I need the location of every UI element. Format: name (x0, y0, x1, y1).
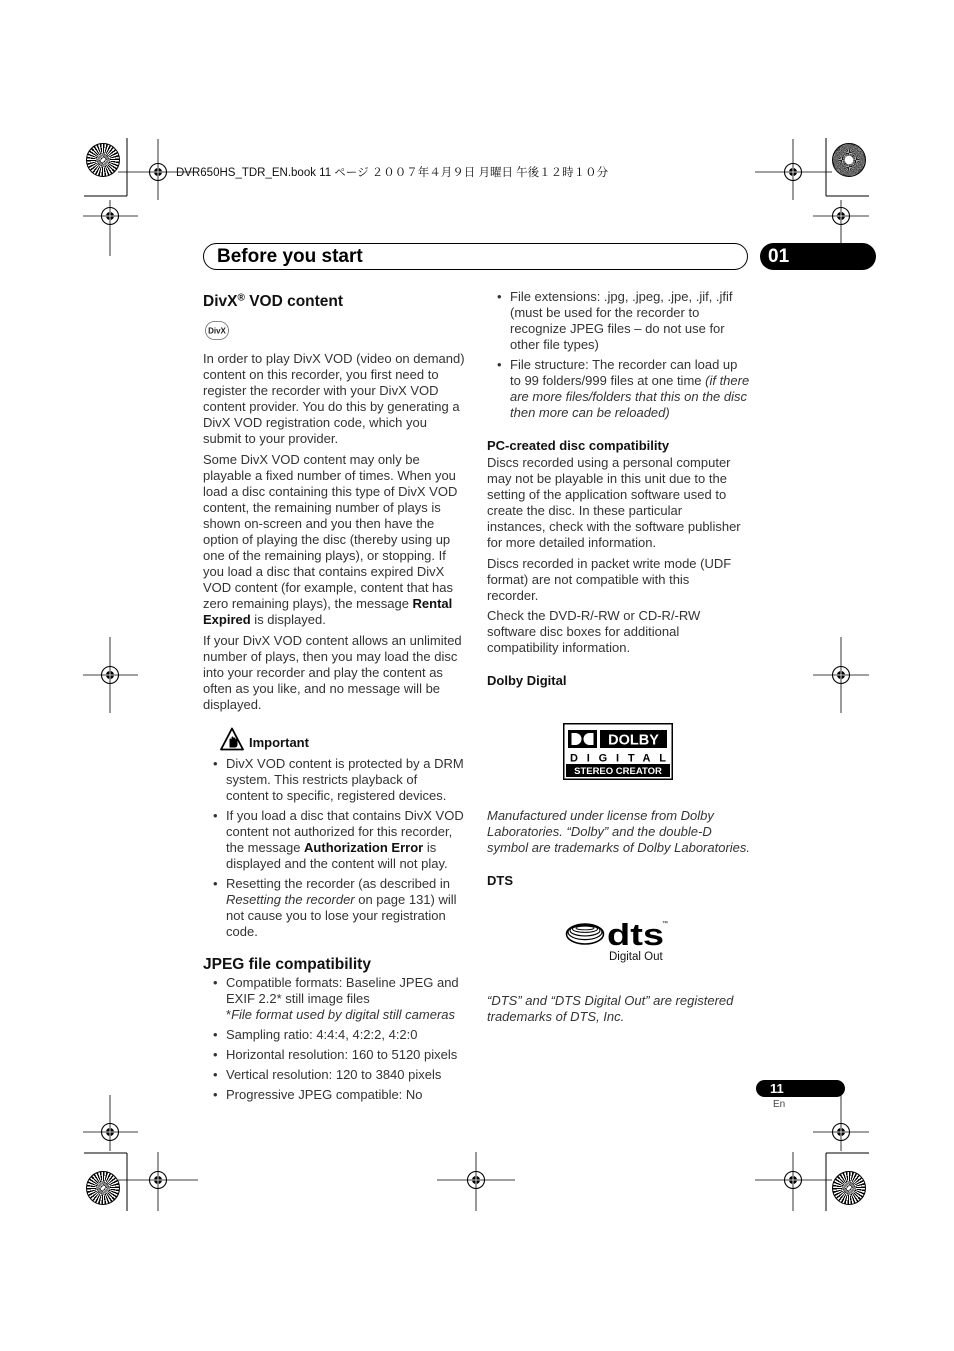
jpeg-list (213, 975, 513, 1107)
bullet: • (213, 1067, 218, 1082)
authorization-error-message: Authorization Error (304, 840, 424, 855)
dts-wordmark: dts (607, 918, 664, 948)
jpeg-item-structure (497, 357, 797, 421)
pc-disc-paragraph-2: Discs recorded in packet write mode (UDF format) are not compatible with this recorder. (487, 556, 732, 603)
divx-logo-text: DivX (208, 326, 226, 336)
jpeg-item-text: Sampling ratio: 4:4:4, 4:2:2, 4:2:0 (226, 1027, 418, 1042)
dts-disc-symbol (567, 924, 604, 944)
divx-paragraph-2 (203, 452, 503, 628)
jpeg-item-progressive (213, 1087, 513, 1103)
important-item-authorization (213, 808, 513, 872)
registration-crosshair (813, 1095, 869, 1151)
divx-heading-brand: DivX (203, 293, 238, 310)
bullet: • (213, 1047, 218, 1062)
dts-digital-out-caption: Digital Out (609, 951, 663, 963)
bullet: • (213, 1087, 218, 1102)
jpeg-item-text: File structure: The recorder can load up to 99 folders/999 files at one time (510, 357, 738, 388)
rental-expired-message: Rental Expired (203, 596, 453, 627)
footnote-mark: * (226, 1007, 232, 1022)
important-item-text: DivX VOD content is protected by a DRM system. This restricts playback of content to specific, registered devices. (226, 756, 464, 803)
pc-disc-paragraph-1: Discs recorded using a personal computer may not be playable in this unit due to the setting of the application software used to create the disc. In these particular instances, check with the software publisher for more detailed information. (487, 455, 741, 550)
bullet: • (213, 975, 218, 990)
chapter-number-tab: 01 (760, 243, 876, 270)
pc-disc-heading: PC-created disc compatibility (487, 438, 670, 453)
registration-crosshair (83, 200, 138, 256)
important-item-text-end: on page 131) will not cause you to lose your registration code. (226, 892, 457, 939)
warning-hand-icon (220, 727, 244, 751)
dts-heading: DTS (487, 873, 513, 888)
registration-crosshair (755, 1152, 832, 1211)
starburst-mark-bottom-right (832, 1171, 866, 1205)
important-item-text: If you load a disc that contains DivX VOD content not authorized for this recorder, the message (226, 808, 464, 855)
registration-crosshair (437, 1152, 515, 1211)
important-item-reset (213, 876, 513, 940)
dolby-digital-text: DIGITAL (570, 752, 666, 765)
important-list (213, 756, 513, 944)
divx-paragraph-1: In order to play DivX VOD (video on demand) content on this recorder, you first need to register the recorder with your DivX VOD content provider. You do this by generating a DivX VOD registration code, which you submit to your provider. (203, 351, 465, 446)
dts-logo (565, 918, 671, 948)
starburst-mark-top-left (86, 143, 120, 177)
jpeg-item-vertical (213, 1067, 513, 1083)
jpeg-item-extensions (497, 289, 797, 353)
jpeg-item-italic-note: (if there are more files/folders that this on the disc then more can be reloaded) (510, 373, 750, 420)
divx-paragraph-2-end: is displayed. (250, 612, 326, 627)
bullet: • (213, 1027, 218, 1042)
jpeg-item-text: Horizontal resolution: 160 to 5120 pixels (226, 1047, 458, 1062)
registration-crosshair (118, 1152, 198, 1211)
bullet: • (213, 756, 218, 771)
starburst-mark-top-right (832, 143, 866, 177)
section-title-bar: Before you start (203, 243, 748, 270)
dolby-wordmark: DOLBY (608, 732, 659, 749)
jpeg-item-sampling (213, 1027, 513, 1043)
print-header: DVR650HS_TDR_EN.book 11 ページ ２００７年４月９日 月曜日 午後１２時１０分 (176, 167, 609, 179)
jpeg-item-horizontal (213, 1047, 513, 1063)
dolby-heading: Dolby Digital (487, 673, 567, 688)
important-item-text-end: is displayed and the content will not play. (226, 840, 448, 871)
jpeg-footnote (226, 1007, 513, 1023)
stereo-creator-text: STEREO CREATOR (574, 766, 662, 777)
pc-disc-paragraph-3: Check the DVD-R/-RW or CD-R/-RW software disc boxes for additional compatibility information. (487, 608, 701, 655)
bullet: • (213, 808, 218, 823)
page-number-tab: 11 (756, 1080, 845, 1097)
dolby-digital-logo (563, 723, 673, 780)
jpeg-list-continued (497, 289, 797, 425)
divx-paragraph-2-text: Some DivX VOD content may only be playable a fixed number of times. When you load a disc containing this type of DivX VOD content, the remaining number of plays is shown on-screen and you then have the option of playing the disc (thereby using up one of the remaining plays), or stopping. If you load a disc that contains expired DivX VOD content (for example, content that has zero remaining plays), the message (203, 452, 458, 611)
dolby-notice: Manufactured under license from Dolby Laboratories. “Dolby” and the double-D symbol are trademarks of Dolby Laboratories. (487, 808, 751, 855)
reset-reference: Resetting the recorder (226, 892, 355, 907)
divx-logo-icon (205, 321, 229, 340)
jpeg-item-text: Vertical resolution: 120 to 3840 pixels (226, 1067, 442, 1082)
divx-heading (203, 292, 343, 312)
bullet: • (497, 357, 502, 372)
footnote-text: File format used by digital still cameras (231, 1007, 456, 1022)
jpeg-item-text: Progressive JPEG compatible: No (226, 1087, 423, 1102)
jpeg-item-text: Compatible formats: Baseline JPEG and EXIF 2.2* still image files (226, 975, 459, 1006)
registration-crosshair (813, 637, 869, 713)
registered-mark: ® (237, 292, 245, 304)
jpeg-item-text: File extensions: .jpg, .jpeg, .jpe, .jif, .jfif (must be used for the recorder to recognize JPEG files – do not use for other file types) (510, 289, 733, 352)
divx-paragraph-3: If your DivX VOD content allows an unlimited number of plays, then you may load the disc into your recorder and play the content as often as you like, and no message will be displayed. (203, 633, 462, 712)
registration-crosshair (83, 1095, 138, 1151)
language-code: En (773, 1099, 786, 1110)
important-item-drm (213, 756, 513, 804)
bullet: • (497, 289, 502, 304)
registration-crosshair (755, 139, 832, 200)
bullet: • (213, 876, 218, 891)
jpeg-item-formats (213, 975, 513, 1023)
divx-heading-rest: VOD content (244, 293, 344, 310)
registration-crosshair (83, 637, 138, 713)
dts-trademark: ™ (662, 921, 668, 927)
important-label: Important (249, 735, 309, 750)
starburst-mark-bottom-left (86, 1171, 120, 1205)
dts-notice: “DTS” and “DTS Digital Out” are registered trademarks of DTS, Inc. (487, 993, 734, 1024)
important-item-text: Resetting the recorder (as described in (226, 876, 451, 891)
jpeg-heading: JPEG file compatibility (203, 956, 371, 973)
